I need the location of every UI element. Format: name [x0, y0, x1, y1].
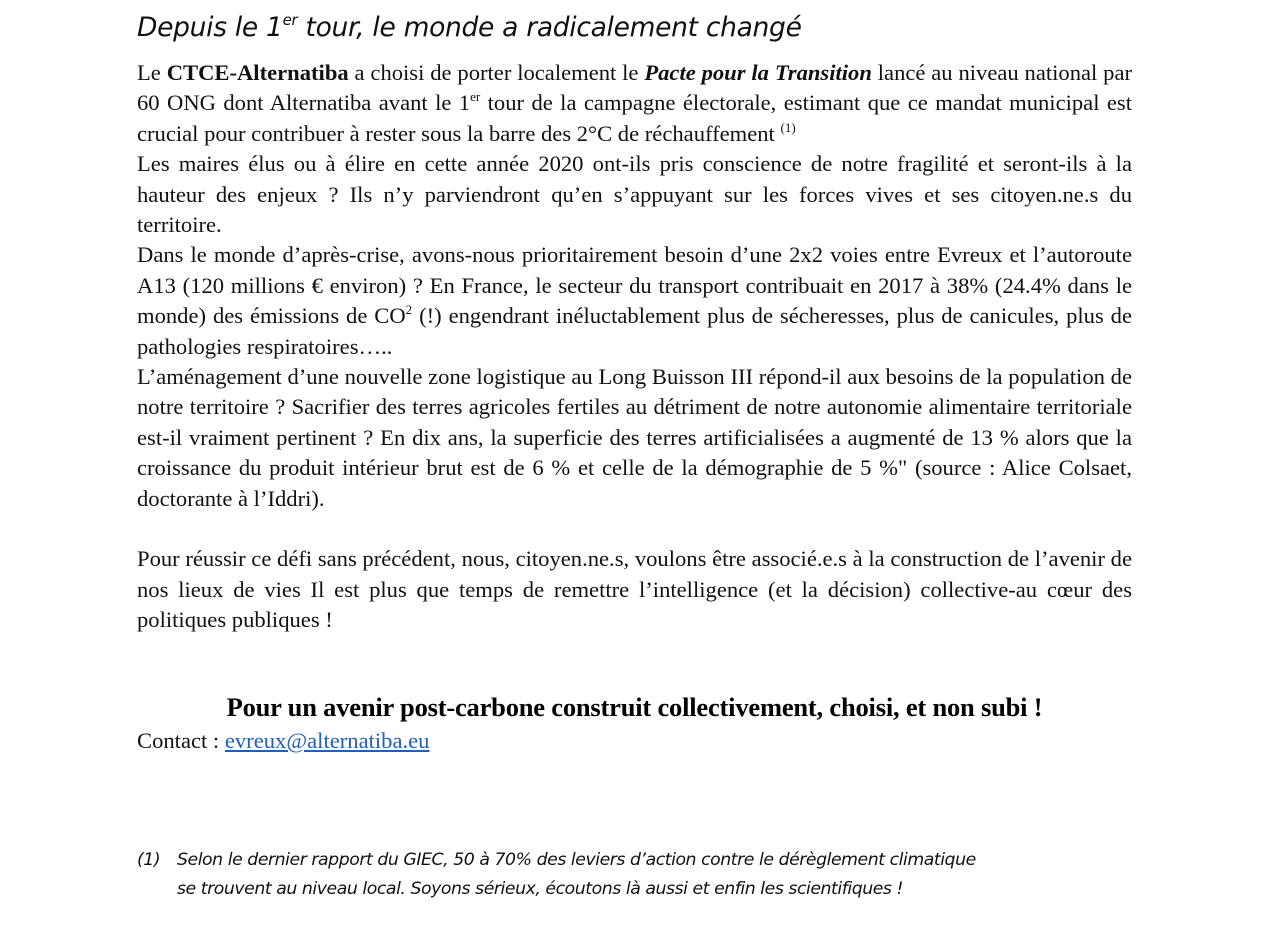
paragraph-pacte — [137, 58, 1132, 149]
text-run: Dans le monde d’après-crise, avons-nous prioritairement besoin d’une 2x2 voies entre Evreux et l’autoroute A13 (120 millions € environ) ? En France, le secteur du transport contribuait en 2017 à 38% (24.4% dans le monde) des émissions de CO — [137, 242, 1132, 329]
text-run: tour de la campagne électorale, estimant que ce mandat municipal est crucial pour contribuer à rester sous la barre des 2°C de réchauffement — [137, 90, 1132, 146]
pacte-name: Pacte pour la Transition — [644, 60, 872, 85]
page-title — [137, 12, 802, 43]
slogan-heading: Pour un avenir post-carbone construit collectivement, choisi, et non subi ! — [226, 692, 1043, 722]
text-run: Le — [137, 60, 167, 85]
title-text: Depuis le 1 — [137, 12, 283, 43]
document-body — [137, 58, 1132, 636]
title-text-rest: tour, le monde a radicalement changé — [297, 12, 802, 43]
paragraph-defi: Pour réussir ce défi sans précédent, nous, citoyen.ne.s, voulons être associé.e.s à la construction de l’avenir de nos lieux de vies Il est plus que temps de remettre l’intelligence (et la décision) collective-au cœur des politiques publiques ! — [137, 546, 1132, 633]
contact-line — [137, 728, 429, 754]
organization-name: CTCE-Alternatiba — [166, 60, 349, 85]
paragraph-logistique: L’aménagement d’une nouvelle zone logistique au Long Buisson III répond-il aux besoins de la population de notre territoire ? Sacrifier des terres agricoles fertiles au détriment de notre autonomie alimentaire territoriale est-il vraiment pertinent ? En dix ans, la superficie des terres artificialisées a augmenté de 13 % alors que la croissance du produit intérieur brut est de 6 % et celle de la démographie de 5 %" (source : Alice Colsaet, doctorante à l’Iddri). — [137, 364, 1132, 511]
text-run: (!) engendrant inéluctablement plus de sécheresses, plus de canicules, plus de pathologies respiratoires….. — [137, 303, 1132, 359]
superscript: 2 — [405, 302, 413, 318]
paragraph-gap — [137, 514, 1132, 544]
contact-label: Contact : — [137, 728, 225, 753]
title-superscript: er — [282, 11, 298, 29]
footnote-reference: (1) — [780, 119, 796, 135]
footnote — [137, 846, 1137, 904]
footnote-text — [177, 846, 1137, 904]
superscript: er — [470, 89, 481, 105]
footnote-line: se trouvent au niveau local. Soyons sérieux, écoutons là aussi et enfin les scientifiques ! — [177, 879, 903, 899]
text-run: a choisi de porter localement le — [348, 60, 645, 85]
footnote-line: Selon le dernier rapport du GIEC, 50 à 70% des leviers d’action contre le dérèglement climatique — [177, 850, 976, 870]
contact-email-link[interactable]: evreux@alternatiba.eu — [224, 728, 430, 753]
paragraph-maires: Les maires élus ou à élire en cette année 2020 ont-ils pris conscience de notre fragilité et seront-ils à la hauteur des enjeux ? Ils n’y parviendront qu’en s’appuyant sur les forces vives et ses citoyen.ne.s du territoire. — [137, 151, 1132, 238]
text-run: lancé au niveau national par 60 ONG dont Alternatiba avant le 1 — [137, 60, 1132, 116]
paragraph-transport — [137, 240, 1132, 362]
footnote-mark: (1) — [137, 850, 161, 870]
